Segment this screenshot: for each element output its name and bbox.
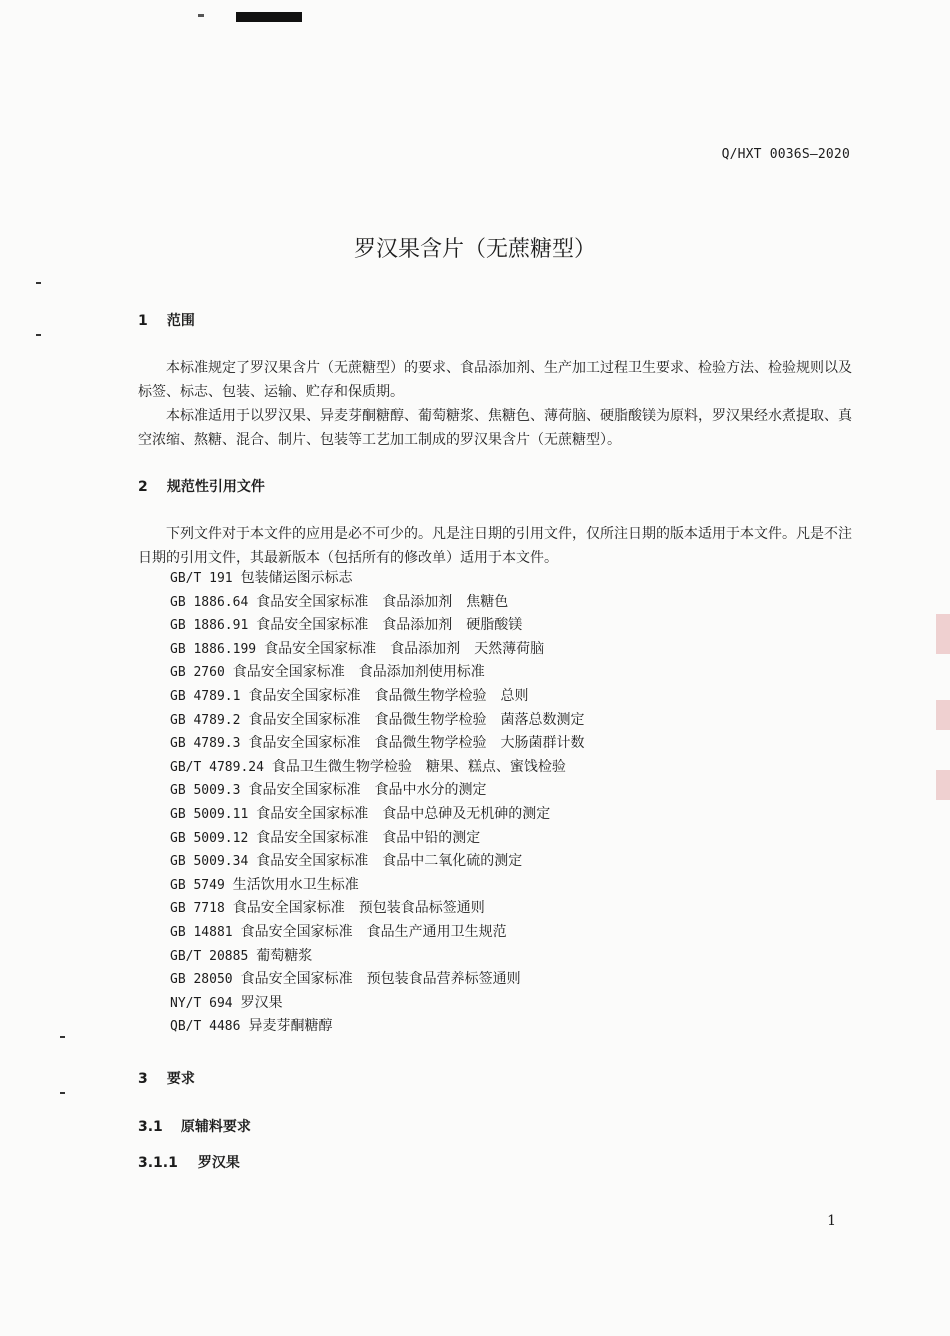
reference-title-part: 大肠菌群计数 bbox=[500, 735, 585, 752]
section-title: 规范性引用文件 bbox=[166, 479, 265, 495]
reference-code: GB 28050 bbox=[170, 972, 233, 988]
reference-item bbox=[170, 638, 598, 662]
reference-title-part: 罗汉果 bbox=[240, 994, 283, 1011]
reference-title-part: 天然薄荷脑 bbox=[474, 640, 545, 657]
paragraph-scope-2: 本标准适用于以罗汉果、异麦芽酮糖醇、葡萄糖浆、焦糖色、薄荷脑、硬脂酸镁为原料，罗汉果经水煮提取、真空浓缩、熬糖、混合、制片、包装等工艺加工制成的罗汉果含片（无蔗糖型）。 bbox=[138, 408, 852, 448]
reference-title-part: 食品中水分的测定 bbox=[374, 782, 487, 799]
reference-title-part: 食品安全国家标准 bbox=[232, 664, 345, 681]
reference-title-part: 食品安全国家标准 bbox=[248, 782, 361, 799]
reference-title-part: 生活饮用水卫生标准 bbox=[232, 876, 359, 893]
section-title: 范围 bbox=[166, 313, 195, 329]
paragraph-scope-1: 本标准规定了罗汉果含片（无蔗糖型）的要求、食品添加剂、生产加工过程卫生要求、检验方法、检验规则以及标签、标志、包装、运输、贮存和保质期。 bbox=[138, 360, 852, 400]
reference-item bbox=[170, 661, 598, 685]
reference-item bbox=[170, 992, 598, 1016]
reference-item bbox=[170, 709, 598, 733]
reference-item bbox=[170, 685, 598, 709]
scan-artifact bbox=[60, 1092, 65, 1094]
section-number: 2 bbox=[138, 479, 148, 495]
reference-item bbox=[170, 732, 598, 756]
reference-code: GB 1886.64 bbox=[170, 594, 249, 610]
reference-item bbox=[170, 945, 598, 969]
reference-title-part: 食品安全国家标准 bbox=[232, 900, 345, 917]
reference-title-part: 食品中二氧化硫的测定 bbox=[382, 853, 523, 870]
reference-item bbox=[170, 756, 598, 780]
reference-code: NY/T 694 bbox=[170, 995, 233, 1011]
reference-code: GB/T 4789.24 bbox=[170, 759, 264, 775]
reference-code: GB 1886.91 bbox=[170, 618, 249, 634]
reference-title-part: 食品安全国家标准 bbox=[256, 829, 369, 846]
reference-list bbox=[170, 567, 598, 1039]
reference-title-part: 食品安全国家标准 bbox=[248, 711, 361, 728]
scan-artifact bbox=[60, 1036, 65, 1038]
reference-title-part: 食品安全国家标准 bbox=[248, 735, 361, 752]
reference-title-part: 硬脂酸镁 bbox=[466, 617, 523, 634]
reference-code: GB 5009.3 bbox=[170, 783, 241, 799]
reference-title-part: 食品安全国家标准 bbox=[240, 923, 353, 940]
reference-item bbox=[170, 968, 598, 992]
reference-item bbox=[170, 897, 598, 921]
reference-code: GB 4789.2 bbox=[170, 712, 241, 728]
reference-title-part: 食品安全国家标准 bbox=[264, 640, 377, 657]
scan-artifact bbox=[236, 12, 302, 22]
page-number: 1 bbox=[827, 1213, 836, 1229]
reference-title-part: 食品添加剂使用标准 bbox=[358, 664, 485, 681]
section-heading-references bbox=[138, 476, 265, 496]
standard-number: Q/HXT 0036S—2020 bbox=[721, 147, 850, 162]
section-title: 要求 bbox=[166, 1071, 195, 1087]
reference-title-part: 预包装食品标签通则 bbox=[358, 900, 485, 917]
reference-title-part: 食品添加剂 bbox=[382, 593, 453, 610]
reference-title-part: 异麦芽酮糖醇 bbox=[248, 1018, 333, 1035]
reference-title-part: 食品安全国家标准 bbox=[248, 687, 361, 704]
reference-item bbox=[170, 591, 598, 615]
section-number: 3.1 bbox=[138, 1119, 163, 1135]
reference-code: GB/T 191 bbox=[170, 571, 233, 586]
section-title: 原辅料要求 bbox=[180, 1119, 251, 1135]
section-number: 1 bbox=[138, 313, 148, 329]
reference-title-part: 食品安全国家标准 bbox=[240, 971, 353, 988]
reference-item bbox=[170, 567, 598, 591]
reference-title-part: 食品生产通用卫生规范 bbox=[366, 923, 507, 940]
reference-item bbox=[170, 1015, 598, 1039]
document-title: 罗汉果含片（无蔗糖型） bbox=[353, 237, 596, 262]
reference-title-part: 菌落总数测定 bbox=[500, 711, 585, 728]
section-number: 3.1.1 bbox=[138, 1155, 178, 1171]
reference-code: GB/T 20885 bbox=[170, 948, 249, 964]
subsection-heading-raw-materials bbox=[138, 1116, 251, 1136]
reference-item bbox=[170, 874, 598, 898]
subsection-heading-luohanguo bbox=[138, 1152, 240, 1172]
reference-code: GB 5009.34 bbox=[170, 854, 249, 870]
reference-title-part: 糖果、糕点、蜜饯检验 bbox=[425, 758, 566, 775]
reference-title-part: 葡萄糖浆 bbox=[256, 947, 313, 964]
reference-item bbox=[170, 779, 598, 803]
reference-code: GB 4789.1 bbox=[170, 688, 241, 704]
reference-title-part: 食品中总砷及无机砷的测定 bbox=[382, 805, 551, 822]
reference-title-part: 食品安全国家标准 bbox=[256, 617, 369, 634]
reference-code: GB 7718 bbox=[170, 901, 225, 917]
reference-item bbox=[170, 827, 598, 851]
reference-title-part: 食品卫生微生物学检验 bbox=[271, 758, 412, 775]
reference-title-part: 包装储运图示标志 bbox=[240, 570, 353, 586]
scan-artifact bbox=[36, 334, 41, 336]
reference-title-part: 食品安全国家标准 bbox=[256, 593, 369, 610]
reference-code: GB 5749 bbox=[170, 877, 225, 893]
reference-code: GB 5009.12 bbox=[170, 830, 249, 846]
reference-title-part: 焦糖色 bbox=[466, 593, 509, 610]
reference-item bbox=[170, 803, 598, 827]
scan-artifact bbox=[36, 282, 41, 284]
reference-code: QB/T 4486 bbox=[170, 1019, 241, 1035]
reference-code: GB 5009.11 bbox=[170, 806, 249, 822]
reference-title-part: 食品中铅的测定 bbox=[382, 829, 481, 846]
reference-title-part: 预包装食品营养标签通则 bbox=[366, 971, 521, 988]
reference-title-part: 食品微生物学检验 bbox=[374, 687, 487, 704]
scan-artifact bbox=[198, 14, 204, 17]
reference-item bbox=[170, 921, 598, 945]
reference-item bbox=[170, 850, 598, 874]
stamp-fragment bbox=[936, 770, 950, 800]
section-heading-scope bbox=[138, 310, 195, 330]
reference-code: GB 14881 bbox=[170, 924, 233, 940]
reference-title-part: 食品安全国家标准 bbox=[256, 805, 369, 822]
paragraph-references-intro: 下列文件对于本文件的应用是必不可少的。凡是注日期的引用文件，仅所注日期的版本适用于本文件。凡是不注日期的引用文件，其最新版本（包括所有的修改单）适用于本文件。 bbox=[138, 526, 852, 566]
reference-title-part: 食品微生物学检验 bbox=[374, 711, 487, 728]
reference-title-part: 食品添加剂 bbox=[382, 617, 453, 634]
reference-title-part: 总则 bbox=[500, 687, 529, 704]
reference-code: GB 2760 bbox=[170, 665, 225, 681]
stamp-fragment bbox=[936, 700, 950, 730]
reference-item bbox=[170, 614, 598, 638]
reference-title-part: 食品添加剂 bbox=[390, 640, 461, 657]
section-heading-requirements bbox=[138, 1068, 195, 1088]
stamp-fragment bbox=[936, 614, 950, 654]
reference-code: GB 1886.199 bbox=[170, 641, 257, 657]
reference-title-part: 食品安全国家标准 bbox=[256, 853, 369, 870]
section-number: 3 bbox=[138, 1071, 148, 1087]
reference-title-part: 食品微生物学检验 bbox=[374, 735, 487, 752]
section-title: 罗汉果 bbox=[197, 1155, 240, 1171]
reference-code: GB 4789.3 bbox=[170, 736, 241, 752]
